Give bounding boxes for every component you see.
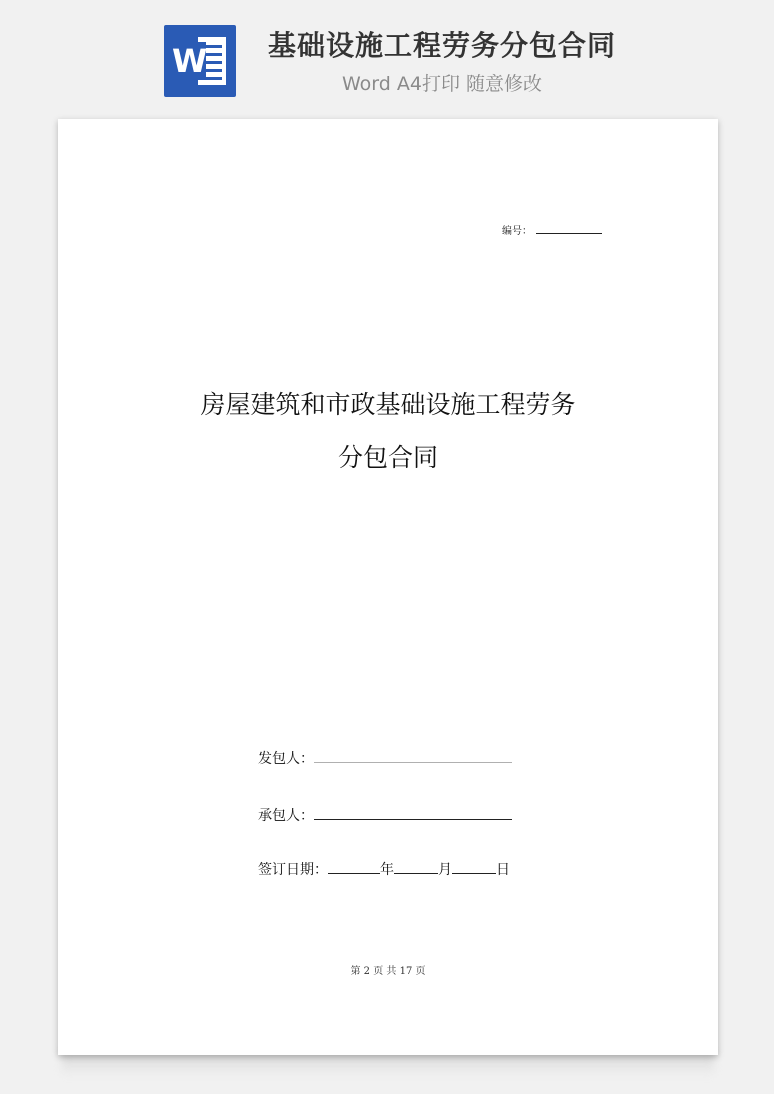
contractor-blank (314, 803, 512, 820)
contractor-field (258, 803, 512, 826)
word-document-icon (164, 25, 236, 97)
header (0, 0, 774, 110)
month-blank (394, 859, 438, 874)
contractor-label: 承包人： (258, 808, 314, 824)
document-title-line1: 房屋建筑和市政基础设施工程劳务 (200, 390, 576, 419)
header-title: 基础设施工程劳务分包合同 (267, 29, 616, 62)
number-label: 编号： (502, 226, 532, 237)
day-blank (452, 859, 496, 874)
employer-field (258, 746, 512, 769)
sign-date-field (258, 859, 510, 880)
number-blank (536, 223, 602, 234)
year-label: 年 (380, 862, 394, 878)
year-blank (328, 859, 380, 874)
month-label: 月 (438, 862, 452, 878)
employer-label: 发包人： (258, 751, 314, 767)
word-letter: W (172, 42, 208, 80)
page-number: 第 2 页 共 17 页 (350, 966, 426, 977)
document-page (58, 119, 718, 1055)
day-label: 日 (496, 862, 510, 878)
header-subtitle: Word A4打印 随意修改 (341, 73, 542, 95)
employer-blank (314, 746, 512, 763)
contract-number (502, 223, 602, 239)
date-label: 签订日期： (258, 862, 328, 878)
document-title-line2: 分包合同 (337, 443, 438, 472)
